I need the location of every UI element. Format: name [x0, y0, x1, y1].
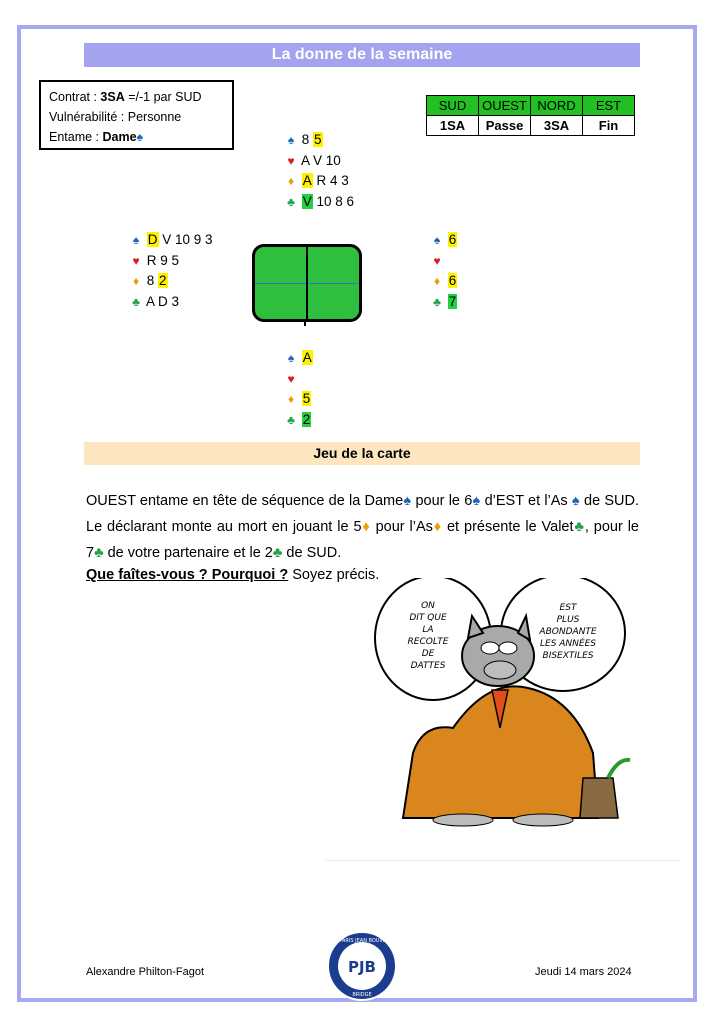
auction-bid-est: Fin	[583, 116, 635, 136]
south-clubs	[284, 410, 313, 431]
club-icon: ♣	[287, 194, 295, 209]
spade-icon: ♠	[287, 133, 295, 147]
north-spades: ♠ 8 5	[284, 130, 354, 151]
played-card: 7	[448, 293, 457, 309]
bubble-left-line-3: RECOLTE	[407, 637, 449, 647]
cat-eye-left	[481, 642, 499, 654]
hand-west	[129, 230, 213, 312]
auction-bid-sud: 1SA	[427, 116, 479, 136]
hand-east	[430, 230, 457, 312]
east-diamonds	[430, 271, 457, 292]
south-hearts	[284, 369, 313, 390]
west-spades: ♠ D V 10 9 3	[129, 230, 213, 251]
contract-line: Contrat : 3SA =/-1 par SUD	[49, 90, 202, 104]
east-clubs	[430, 292, 457, 313]
spade-icon: ♠	[132, 233, 140, 247]
north-clubs: ♣ V 10 8 6	[284, 192, 354, 213]
bubble-right-line-2: ABONDANTE	[539, 627, 597, 637]
played-card: 6	[448, 273, 457, 288]
page-title: La donne de la semaine	[84, 43, 640, 67]
east-spades	[430, 230, 457, 251]
north-diamonds: ♦ A R 4 3	[284, 171, 354, 192]
cat-eye-right	[499, 642, 517, 654]
hand-north	[284, 130, 354, 212]
hand-south	[284, 348, 313, 430]
leek	[608, 760, 630, 778]
auction-bid-row	[427, 116, 635, 136]
bubble-right-line-3: LES ANNÉES	[540, 639, 596, 649]
heart-icon: ♥	[287, 153, 295, 168]
diamond-icon: ♦	[287, 392, 295, 406]
west-hearts: ♥ R 9 5	[129, 251, 213, 272]
spade-icon: ♠	[571, 493, 580, 509]
auction-table	[426, 95, 635, 136]
north-hearts: ♥ A V 10	[284, 151, 354, 172]
contract-value: 3SA	[100, 90, 125, 104]
bubble-right-line-4: BISEXTILES	[542, 651, 594, 661]
club-logo	[326, 930, 398, 1002]
club-icon: ♣	[433, 294, 441, 309]
south-spades	[284, 348, 313, 369]
vulnerability-line: Vulnérabilité : Personne	[49, 110, 182, 124]
separator-line	[325, 860, 680, 861]
bubble-left-line-0: ON	[421, 601, 435, 611]
diamond-icon: ♦	[287, 174, 295, 188]
auction-header-row	[427, 96, 635, 116]
cat-cartoon-illustration	[368, 578, 638, 828]
played-card: 2	[159, 273, 167, 288]
played-card: V	[302, 193, 312, 209]
table-tick	[304, 322, 306, 326]
footer-author: Alexandre Philton-Fagot	[86, 966, 205, 978]
east-hearts	[430, 251, 457, 272]
lead-line: Entame : Dame♠	[49, 130, 144, 144]
club-icon: ♣	[573, 519, 585, 535]
spade-icon: ♠	[403, 493, 412, 509]
auction-header-est: EST	[583, 96, 635, 116]
bubble-right-line-1: PLUS	[556, 615, 580, 625]
contract-box	[39, 80, 234, 150]
diamond-icon: ♦	[361, 519, 371, 535]
played-card: 5	[314, 132, 322, 147]
played-card: 6	[448, 232, 457, 247]
diamond-icon: ♦	[132, 274, 140, 288]
lead-value: Dame	[102, 130, 137, 144]
south-diamonds	[284, 389, 313, 410]
bubble-left-line-5: DATTES	[410, 661, 446, 671]
played-card: A	[302, 173, 312, 188]
bubble-left-line-1: DIT QUE	[409, 613, 447, 623]
auction-header-ouest: OUEST	[479, 96, 531, 116]
heart-icon: ♥	[287, 371, 295, 386]
logo-ring-bottom: BRIDGE	[352, 992, 372, 998]
west-clubs: ♣ A D 3	[129, 292, 213, 313]
spade-icon: ♠	[136, 130, 144, 144]
diamond-icon: ♦	[432, 519, 443, 535]
club-icon: ♣	[132, 294, 140, 309]
cat-muzzle	[484, 661, 516, 679]
diamond-icon: ♦	[433, 274, 441, 288]
club-icon: ♣	[272, 545, 283, 561]
bubble-left-line-2: LA	[422, 625, 434, 635]
section-title: Jeu de la carte	[84, 442, 640, 465]
spade-icon: ♠	[287, 351, 295, 365]
logo-text: PJB	[347, 958, 377, 976]
bridge-table	[252, 244, 362, 322]
played-card: 5	[302, 391, 311, 406]
table-vertical-line	[306, 247, 308, 319]
played-card: 2	[302, 411, 311, 427]
bubble-right-line-0: EST	[559, 603, 577, 613]
heart-icon: ♥	[433, 253, 441, 268]
cat-foot-right	[513, 814, 573, 826]
logo-ring-top: PARIS JEAN BOUIN	[339, 938, 385, 944]
question: Que faîtes-vous ? Pourquoi ? Soyez précis.	[86, 567, 380, 583]
shopping-bag	[580, 778, 618, 818]
auction-header-sud: SUD	[427, 96, 479, 116]
played-card: D	[147, 232, 158, 247]
auction-bid-ouest: Passe	[479, 116, 531, 136]
club-icon: ♣	[94, 545, 104, 561]
club-icon: ♣	[287, 412, 295, 427]
cat-foot-left	[433, 814, 493, 826]
play-description: OUEST entame en tête de séquence de la Dame♠ pour le 6♠ d’EST et l’As ♠ de SUD. Le déclarant monte au mort en jouant le 5♦ pour l’As♦ et présente le Valet♣, pour le 7♣ de votre partenaire et le 2♣ de SUD.	[86, 493, 639, 561]
bubble-left-line-4: DE	[421, 649, 435, 659]
auction-bid-nord: 3SA	[531, 116, 583, 136]
played-card: A	[302, 350, 312, 365]
spade-icon: ♠	[433, 233, 441, 247]
heart-icon: ♥	[132, 253, 140, 268]
footer-date: Jeudi 14 mars 2024	[535, 966, 632, 978]
west-diamonds: ♦ 8 2	[129, 271, 213, 292]
question-bold: Que faîtes-vous ? Pourquoi ?	[86, 567, 289, 583]
auction-header-nord: NORD	[531, 96, 583, 116]
spade-icon: ♠	[472, 493, 481, 509]
